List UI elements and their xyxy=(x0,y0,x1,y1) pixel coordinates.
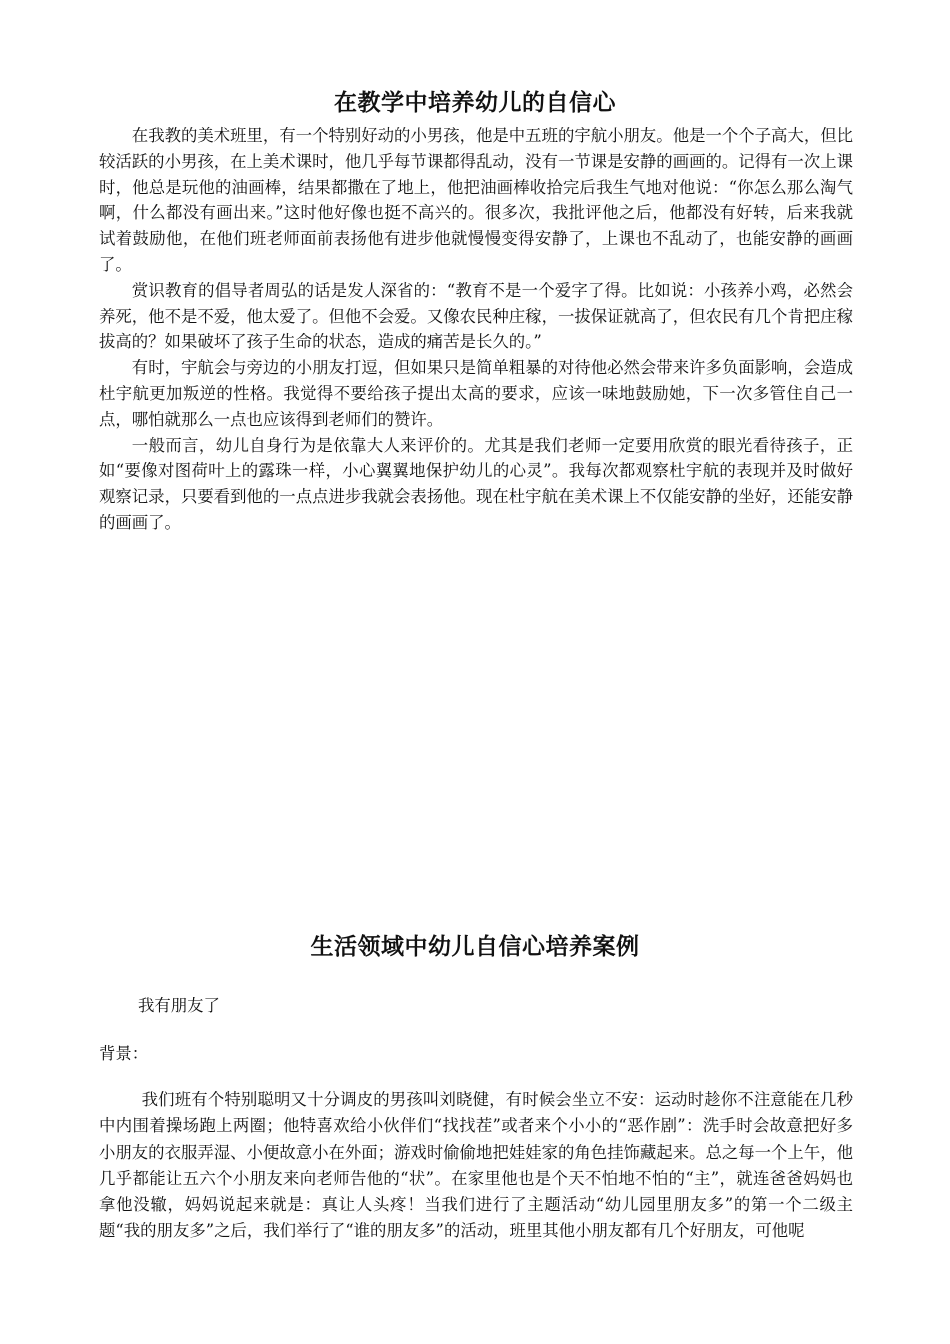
article-1-body xyxy=(99,123,853,536)
article-1-paragraph: 在我教的美术班里，有一个特别好动的小男孩，他是中五班的宇航小朋友。他是一个个子高大，但比较活跃的小男孩，在上美术课时，他几乎每节课都得乱动，没有一节课是安静的画画的。记得有一次上课时，他总是玩他的油画棒，结果都撒在了地上，他把油画棒收拾完后我生气地对他说：“你怎么那么淘气啊，什么都没有画出来。”这时他好像也挺不高兴的。很多次，我批评他之后，他都没有好转，后来我就试着鼓励他，在他们班老师面前表扬他有进步他就慢慢变得安静了，上课也不乱动了，也能安静的画画了。 xyxy=(99,126,853,274)
article-1-paragraph: 一般而言，幼儿自身行为是依靠大人来评价的。尤其是我们老师一定要用欣赏的眼光看待孩子，正如“要像对图荷叶上的露珠一样，小心翼翼地保护幼儿的心灵”。我每次都观察杜宇航的表现并及时做好观察记录，只要看到他的一点点进步我就会表扬他。现在杜宇航在美术课上不仅能安静的坐好，还能安静的画画了。 xyxy=(99,435,853,532)
article-1-paragraph: 有时，宇航会与旁边的小朋友打逗，但如果只是简单粗暴的对待他必然会带来许多负面影响，会造成杜宇航更加叛逆的性格。我觉得不要给孩子提出太高的要求，应该一味地鼓励她，下一次多管住自己一点，哪怕就那么一点也应该得到老师们的赞许。 xyxy=(99,358,853,429)
article-1-title: 在教学中培养幼儿的自信心 xyxy=(334,89,616,116)
article-2-subheading: 我有朋友了 xyxy=(138,996,220,1015)
article-2-body xyxy=(99,1087,853,1245)
article-1-paragraph: 赏识教育的倡导者周弘的话是发人深省的：“教育不是一个爱字了得。比如说：小孩养小鸡，必然会养死，他不是不爱，他太爱了。但他不会爱。又像农民种庄稼，一拔保证就高了，但农民有几个肯把庄稼拔高的？如果破坏了孩子生命的状态，造成的痛苦是长久的。” xyxy=(99,280,853,352)
background-label: 背景： xyxy=(99,1044,149,1063)
article-2-title: 生活领域中幼儿自信心培养案例 xyxy=(310,933,640,960)
article-2-paragraph: 我们班有个特别聪明又十分调皮的男孩叫刘晓健，有时候会坐立不安：运动时趁你不注意能在几秒中内围着操场跑上两圈；他特喜欢给小伙伴们“找找茬”或者来个小小的“恶作剧”：洗手时会故意把好多小朋友的衣服弄湿、小便故意小在外面；游戏时偷偷地把娃娃家的角色挂饰藏起来。总之每一个上午，他几乎都能让五六个小朋友来向老师告他的“状”。在家里他也是个天不怕地不怕的“主”，就连爸爸妈妈也拿他没辙，妈妈说起来就是：真让人头疼！当我们进行了主题活动“幼儿园里朋友多”的第一个二级主题“我的朋友多”之后，我们举行了“谁的朋友多”的活动，班里其他小朋友都有几个好朋友，可他呢 xyxy=(99,1090,853,1241)
